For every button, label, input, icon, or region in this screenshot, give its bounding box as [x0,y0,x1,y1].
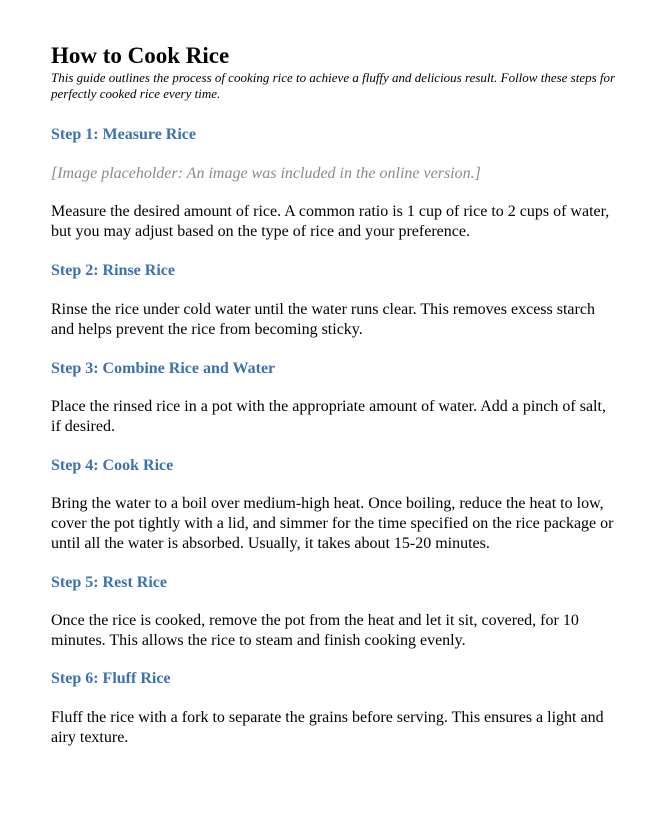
step-6 [51,669,616,748]
step-3 [51,359,616,437]
step-3-heading: Step 3: Combine Rice and Water [51,360,276,377]
step-5-heading: Step 5: Rest Rice [51,574,167,591]
step-2-heading: Step 2: Rinse Rice [51,262,175,279]
step-4-heading: Step 4: Cook Rice [51,457,174,474]
image-placeholder: [Image placeholder: An image was included in the online version.] [51,165,481,182]
step-3-body: Place the rinsed rice in a pot with the appropriate amount of water. Add a pinch of salt, if desired. [51,398,606,435]
step-5-body: Once the rice is cooked, remove the pot from the heat and let it sit, covered, for 10 minutes. This allows the rice to steam and finish cooking evenly. [51,612,579,649]
step-1-body: Measure the desired amount of rice. A common ratio is 1 cup of rice to 2 cups of water, but you may adjust based on the type of rice and your preference. [51,203,610,240]
step-6-body: Fluff the rice with a fork to separate the grains before serving. This ensures a light and airy texture. [51,709,604,746]
page-title: How to Cook Rice [51,43,230,68]
step-4-body: Bring the water to a boil over medium-high heat. Once boiling, reduce the heat to low, cover the pot tightly with a lid, and simmer for the time specified on the rice package or until all the water is absorbed. Usually, it takes about 15-20 minutes. [51,495,614,552]
page-subtitle: This guide outlines the process of cooking rice to achieve a fluffy and delicious result. Follow these steps for perfectly cooked rice every time. [51,70,616,101]
step-6-heading: Step 6: Fluff Rice [51,670,171,687]
step-2 [51,261,616,340]
step-2-body: Rinse the rice under cold water until the water runs clear. This removes excess starch and helps prevent the rice from becoming sticky. [51,301,595,338]
step-5 [51,573,616,651]
step-4 [51,456,616,554]
step-1 [51,125,616,242]
step-1-heading: Step 1: Measure Rice [51,126,196,143]
